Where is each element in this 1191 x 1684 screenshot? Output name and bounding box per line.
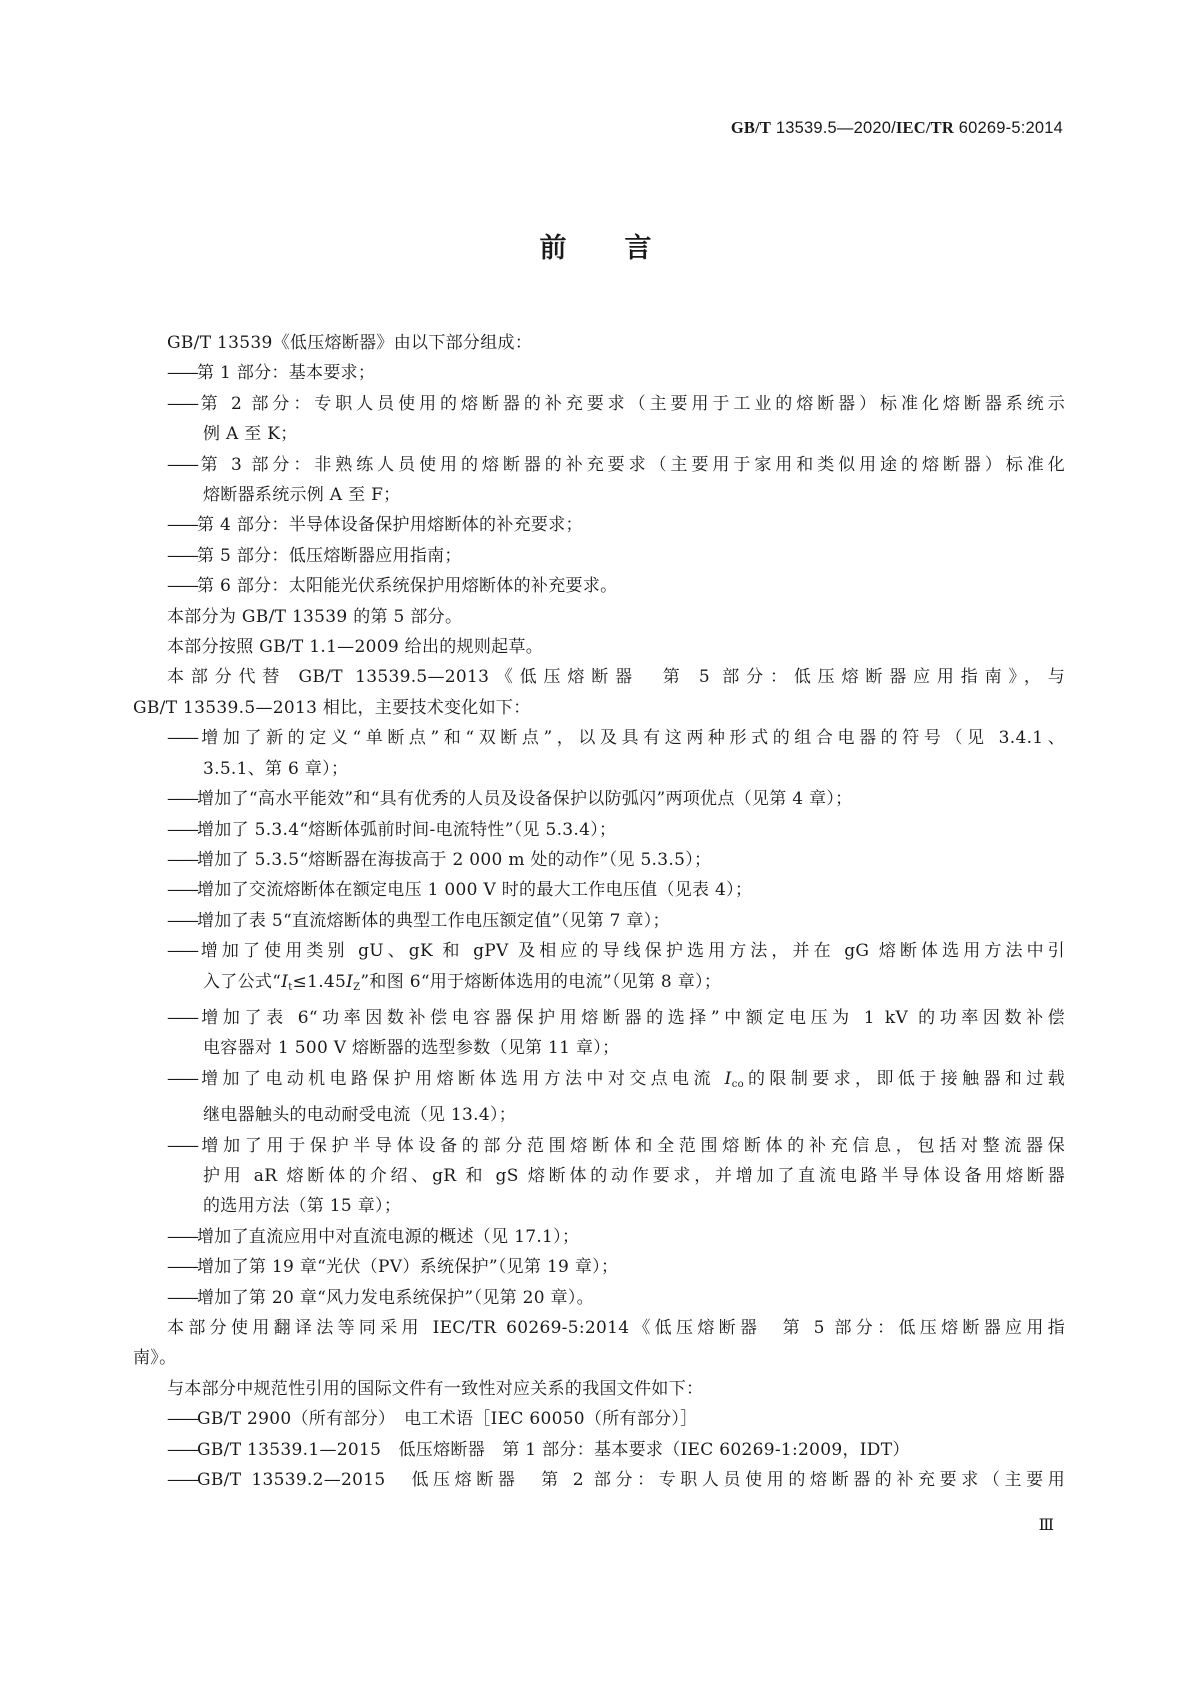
em-dash-bullet: —— [167,363,197,384]
list-item: ——增加了用于保护半导体设备的部分范围熔断体和全范围熔断体的补充信息，包括对整流器保 [167,1135,1065,1156]
list-item: ——GB/T 13539.1—2015 低压熔断器 第 1 部分：基本要求（IEC 60269-1:2009，IDT） [167,1439,910,1460]
em-dash-bullet: —— [167,454,197,475]
paragraph-line: 本部分按照 GB/T 1.1—2009 给出的规则起草。 [167,637,544,658]
formula-text: 增加了电动机电路保护用熔断体选用方法中对交点电流 $I_{co}$的限制要求，即低于接触器和过载 [197,1068,1066,1090]
foreword-body [133,328,1065,1495]
list-item: ——第 1 部分：基本要求； [167,363,376,384]
em-dash-bullet: —— [167,1409,197,1430]
em-dash-bullet: —— [167,1135,197,1156]
list-item: ——增加了表 5“直流熔断体的典型工作电压额定值”（见第 7 章）； [167,910,670,931]
list-item: ——增加了 5.3.5“熔断器在海拔高于 2 000 m 处的动作”（见 5.3.5）； [167,849,712,870]
em-dash-bullet: —— [167,1068,197,1089]
paragraph-line: 本部分使用翻译法等同采用 IEC/TR 60269-5:2014《低压熔断器 第 5 部分：低压熔断器应用指 [167,1318,1065,1338]
em-dash-bullet: —— [167,1007,197,1028]
em-dash-bullet: —— [167,819,197,840]
list-item: ——增加了交流熔断体在额定电压 1 000 V 时的最大工作电压值（见表 4）； [167,880,753,901]
list-item: ——第 5 部分：低压熔断器应用指南； [167,545,462,566]
em-dash-bullet: —— [167,1439,197,1460]
list-item: ——增加了第 20 章“风力发电系统保护”（见第 20 章）。 [167,1287,594,1308]
list-item-continuation: 的选用方法（第 15 章）； [203,1196,402,1217]
formula-text: 入了公式“$I_t\le 1.45I_Z$”和图 6“用于熔断体选用的电流”（见第 8 章）； [203,971,722,993]
list-item-continuation [133,967,1065,1003]
list-item-continuation: 护用 aR 熔断体的介绍、gR 和 gS 熔断体的动作要求，并增加了直流电路半导体设备用熔断器 [203,1165,1065,1186]
list-item-continuation: 例 A 至 K； [203,424,298,445]
em-dash-bullet: —— [167,1287,197,1308]
em-dash-bullet: —— [167,910,197,931]
em-dash-bullet: —— [167,1226,197,1247]
list-item: ——第 2 部分：专职人员使用的熔断器的补充要求（主要用于工业的熔断器）标准化熔断器系统示 [167,393,1065,414]
list-item-continuation: 熔断器系统示例 A 至 F； [203,485,401,506]
em-dash-bullet: —— [167,849,197,870]
em-dash-bullet: —— [167,545,197,566]
em-dash-bullet: —— [167,515,197,536]
em-dash-bullet: —— [167,880,197,901]
em-dash-bullet: —— [167,789,197,810]
paragraph-line: GB/T 13539.5—2013 相比，主要技术变化如下： [133,697,531,718]
paragraph-line: 南》。 [133,1348,177,1369]
paragraph-line: 本部分为 GB/T 13539 的第 5 部分。 [167,606,463,627]
page-title: 前言 [539,233,710,264]
list-item-continuation: 3.5.1、第 6 章）； [203,758,349,779]
list-item: ——增加了表 6“功率因数补偿电容器保护用熔断器的选择”中额定电压为 1 kV 的功率因数补偿 [167,1007,1065,1028]
list-item: ——增加了使用类别 gU、gK 和 gPV 及相应的导线保护选用方法，并在 gG 熔断体选用方法中引 [167,941,1065,962]
list-item [133,1064,1065,1100]
list-item: ——第 4 部分：半导体设备保护用熔断体的补充要求； [167,515,583,536]
list-item: ——增加了第 19 章“光伏（PV）系统保护”（见第 19 章）； [167,1257,619,1278]
page-number: Ⅲ [1038,1515,1053,1534]
list-item: ——GB/T 13539.2—2015 低压熔断器 第 2 部分：专职人员使用的熔断器的补充要求（主要用 [167,1470,1065,1491]
list-item: ——第 6 部分：太阳能光伏系统保护用熔断体的补充要求。 [167,576,618,597]
em-dash-bullet: —— [167,728,197,749]
em-dash-bullet: —— [167,576,197,597]
paragraph-line: GB/T 13539《低压熔断器》由以下部分组成： [167,333,533,353]
list-item: ——增加了直流应用中对直流电源的概述（见 17.1）； [167,1226,580,1247]
em-dash-bullet: —— [167,393,197,414]
list-item: ——增加了“高水平能效”和“具有优秀的人员及设备保护以防弧闪”两项优点（见第 4 章）； [167,789,853,810]
list-item: ——第 3 部分：非熟练人员使用的熔断器的补充要求（主要用于家用和类似用途的熔断器）标准化 [167,454,1065,475]
list-item-continuation: 继电器触头的电动耐受电流（见 13.4）； [203,1105,517,1126]
list-item: ——GB/T 2900（所有部分） 电工术语［IEC 60050（所有部分）］ [167,1409,698,1430]
list-item: ——增加了 5.3.4“熔断体弧前时间-电流特性”（见 5.3.4）； [167,819,617,840]
paragraph-line: 本部分代替 GB/T 13539.5—2013《低压熔断器 第 5 部分：低压熔断器应用指南》，与 [167,667,1065,688]
em-dash-bullet: —— [167,1470,197,1491]
em-dash-bullet: —— [167,941,197,962]
standard-code-header: GB/T 13539.5—2020/IEC/TR 60269-5:2014 [730,118,1063,137]
em-dash-bullet: —— [167,1257,197,1278]
list-item-continuation: 电容器对 1 500 V 熔断器的选型参数（见第 11 章）； [203,1038,620,1059]
list-item: ——增加了新的定义“单断点”和“双断点”，以及具有这两种形式的组合电器的符号（见 3.4.1、 [167,728,1065,749]
paragraph-line: 与本部分中规范性引用的国际文件有一致性对应关系的我国文件如下： [167,1378,704,1399]
